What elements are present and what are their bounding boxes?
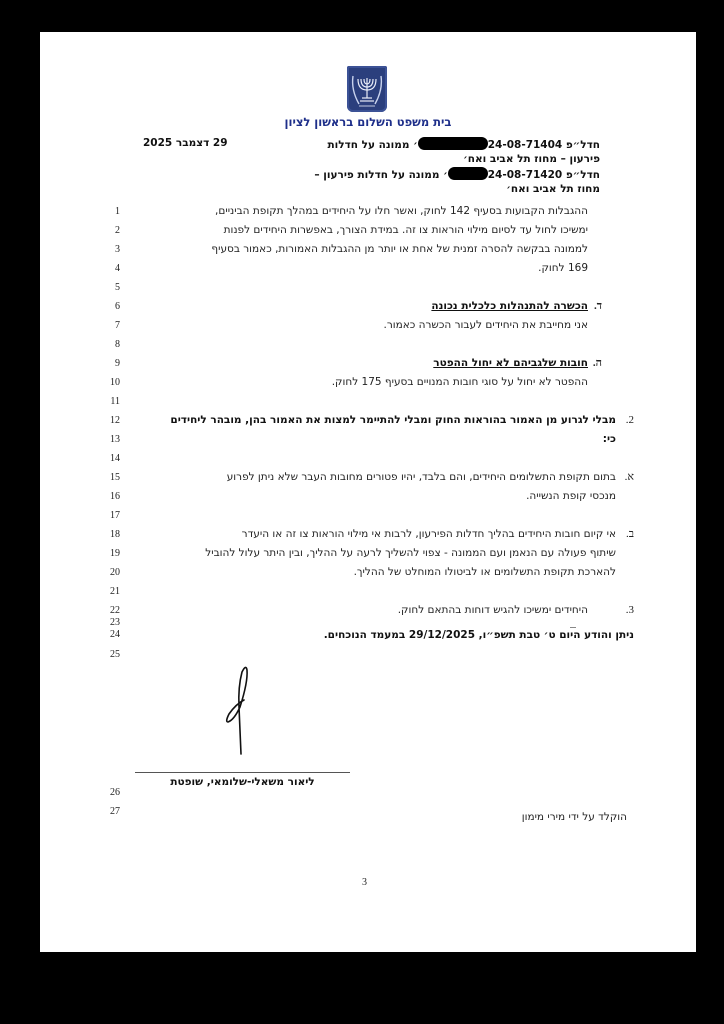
line-number: 13 — [110, 434, 120, 445]
item-text-b: אי קיום חובות היחידים בהליך חדלות הפירעון, לרבות אי מילוי הוראות צו זה או היעדר — [241, 528, 616, 540]
line-number: 27 — [110, 806, 120, 817]
section-marker-3: 3. — [625, 604, 634, 616]
court-name: בית משפט השלום בראשון לציון — [284, 115, 452, 129]
typed-by: הוקלד על ידי מירי מימון — [521, 811, 627, 823]
case-line-3 — [220, 167, 600, 182]
line-number: 10 — [110, 377, 120, 388]
item-text-a: בתום תקופת התשלומים היחידים, והם בלבד, יהיו פטורים מחובות העבר שלא ניתן לפרוע — [226, 471, 616, 483]
section-heading-h: חובות שלגביהם לא יחול ההפטר — [433, 357, 588, 369]
line-number: 12 — [110, 415, 120, 426]
document-page — [40, 32, 696, 952]
section-heading-d: הכשרה להתנהלות כלכלית נכונה — [431, 300, 588, 312]
line-number: 21 — [110, 586, 120, 597]
section-text-3: היחידים ימשיכו להגיש דוחות בהתאם לחוק. — [397, 604, 588, 616]
line-number: 23 — [110, 617, 120, 628]
line-number: 18 — [110, 529, 120, 540]
paragraph-line: 169 לחוק. — [538, 262, 588, 274]
case-line-1 — [220, 137, 600, 152]
line-number: 19 — [110, 548, 120, 559]
line-number: 20 — [110, 567, 120, 578]
line-number: 1 — [115, 206, 120, 217]
given-today-statement: ניתן והודע היום ט׳ טבת תשפ״ו, 29/12/2025 במעמד הנוכחים. — [323, 629, 634, 641]
line-number: 14 — [110, 453, 120, 464]
case-line-4: מחוז תל אביב ואח׳ — [506, 183, 600, 195]
redaction-block — [448, 167, 488, 180]
paragraph-line: לממונה בבקשה להסרה זמנית של אחת או יותר מן ההגבלות האמורות, כאמור בסעיף — [211, 243, 588, 255]
line-number: 5 — [115, 282, 120, 293]
line-number: 2 — [115, 225, 120, 236]
section-marker-d: ד. — [593, 300, 602, 312]
paragraph-line: ימשיכו לחול עד לסיום מילוי הוראות צו זה. במידת הצורך, באפשרות היחידים לפנות — [223, 224, 588, 236]
signature-line — [135, 772, 350, 773]
page-number: 3 — [362, 877, 367, 888]
line-number: 4 — [115, 263, 120, 274]
line-number: 17 — [110, 510, 120, 521]
item-marker-a: א. — [624, 471, 634, 483]
line-number: 8 — [115, 339, 120, 350]
line-number: 11 — [110, 396, 120, 407]
item-text-b: שיתוף פעולה עם הנאמן ועם הממונה - צפוי להשליך לרעה על ההליך, ובין היתר עלול להוביל — [205, 547, 616, 559]
line-number: 15 — [110, 472, 120, 483]
case-party-1: ׳ ממונה על חדלות — [327, 139, 418, 151]
paragraph-line: ההגבלות הקבועות בסעיף 142 לחוק, ואשר חלו על היחידים במהלך תקופת הביניים, — [215, 205, 588, 217]
case-number-2: חדל״פ 24-08-71420 — [487, 169, 600, 181]
divider — [570, 627, 576, 628]
line-number: 26 — [110, 787, 120, 798]
section-marker-h: ה. — [592, 357, 602, 369]
line-number: 3 — [115, 244, 120, 255]
line-number: 9 — [115, 358, 120, 369]
line-number: 16 — [110, 491, 120, 502]
line-number: 25 — [110, 649, 120, 660]
case-number-1: חדל״פ 24-08-71404 — [487, 139, 600, 151]
decision-date: 29 דצמבר 2025 — [143, 137, 228, 149]
item-text-a: מנכסי קופת הנשייה. — [526, 490, 616, 502]
state-emblem-menorah-icon — [347, 66, 387, 112]
item-marker-b: ב. — [625, 528, 634, 540]
section-text-2: כי: — [602, 433, 616, 445]
judge-name: ליאור משאלי-שלומאי, שופטת — [170, 776, 315, 788]
line-number: 22 — [110, 605, 120, 616]
case-party-2: ׳ ממונה על חדלות פירעון – — [314, 169, 448, 181]
case-line-2: פירעון – מחוז תל אביב ואח׳ — [463, 153, 600, 165]
section-text-d: אני מחייבת את היחידים לעבור הכשרה כאמור. — [383, 319, 588, 331]
handwritten-signature-icon — [220, 662, 260, 761]
redaction-block — [418, 137, 488, 150]
line-number: 24 — [110, 629, 120, 640]
line-number: 6 — [115, 301, 120, 312]
item-text-b: להארכת תקופת התשלומים או לביטולו המוחלט של ההליך. — [353, 566, 616, 578]
line-number: 7 — [115, 320, 120, 331]
section-text-2: מבלי לגרוע מן האמור בהוראות החוק ומבלי להתיימר למצות את האמור בהן, מובהר ליחידים — [170, 414, 616, 426]
case-header — [220, 137, 600, 197]
section-marker-2: 2. — [625, 414, 634, 426]
section-text-h: ההפטר לא יחול על סוגי חובות המנויים בסעיף 175 לחוק. — [331, 376, 588, 388]
